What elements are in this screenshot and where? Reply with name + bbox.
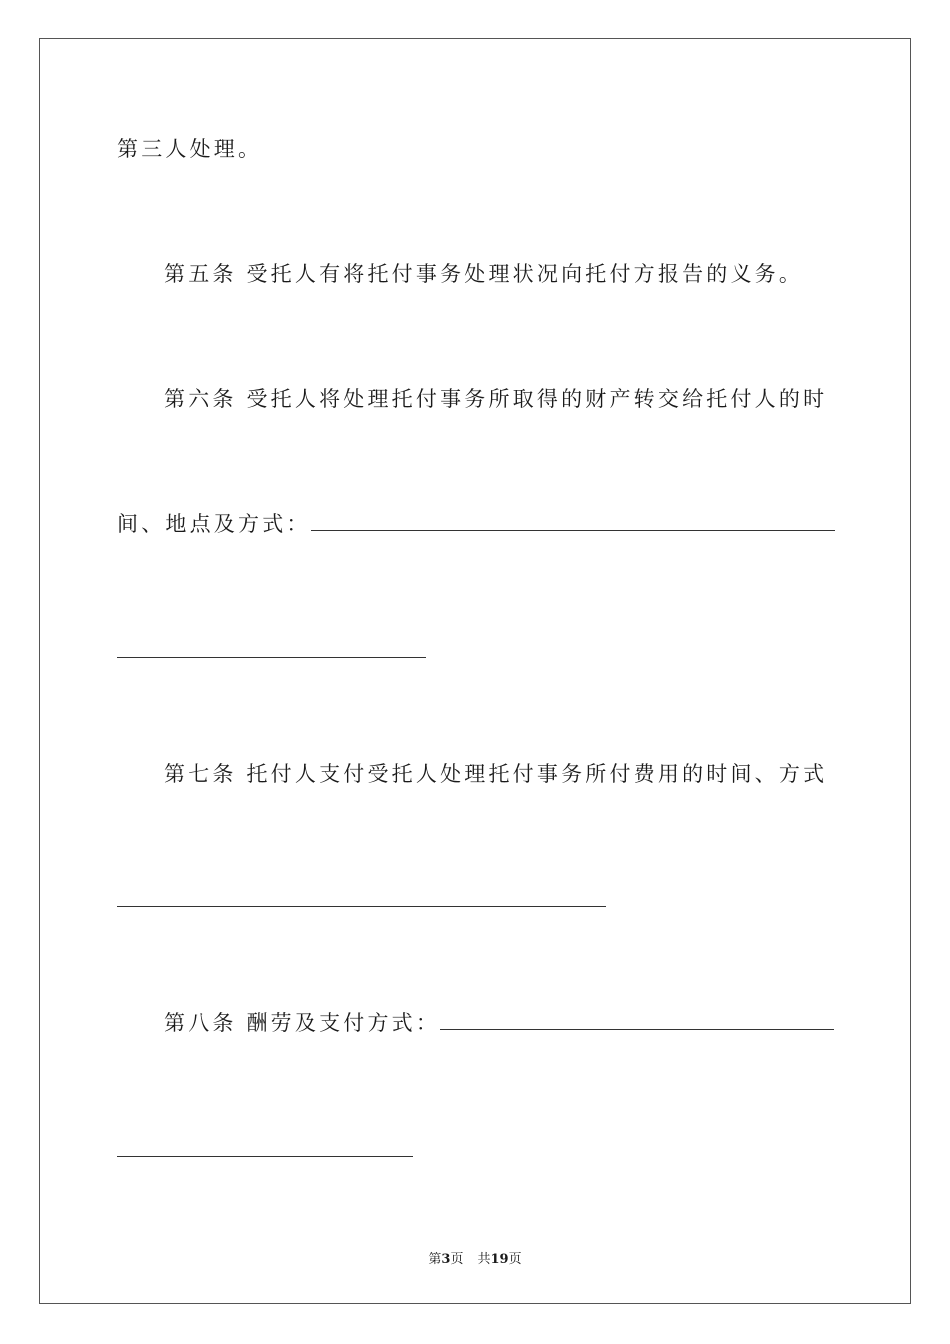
text-line-article-6: 第六条 受托人将处理托付事务所取得的财产转交给托付人的时 [164, 387, 828, 411]
page-frame [39, 38, 911, 1304]
footer-total-suffix: 页 [508, 1252, 522, 1267]
footer-page-prefix: 第 [428, 1252, 442, 1267]
text-line-1: 第三人处理。 [117, 137, 263, 161]
footer-page-current: 3 [441, 1252, 451, 1267]
footer-page-total: 19 [490, 1252, 509, 1267]
article-7-blank-line[interactable] [117, 906, 606, 907]
page-footer [0, 1248, 950, 1267]
text-line-article-8 [164, 1011, 834, 1035]
text-line-article-6-cont [117, 512, 835, 536]
article-6-label: 间、地点及方式： [117, 512, 311, 536]
article-6-blank-line-2[interactable] [117, 657, 426, 658]
article-6-blank-field[interactable] [311, 512, 835, 531]
text-line-article-5: 第五条 受托人有将托付事务处理状况向托付方报告的义务。 [164, 262, 804, 286]
footer-page-suffix: 页 [450, 1252, 464, 1267]
article-8-blank-field[interactable] [440, 1011, 834, 1030]
article-8-label: 第八条 酬劳及支付方式： [164, 1011, 441, 1035]
text-line-article-7: 第七条 托付人支付受托人处理托付事务所付费用的时间、方式 [164, 762, 828, 786]
footer-total-prefix: 共 [477, 1252, 491, 1267]
article-8-blank-line-2[interactable] [117, 1156, 413, 1157]
